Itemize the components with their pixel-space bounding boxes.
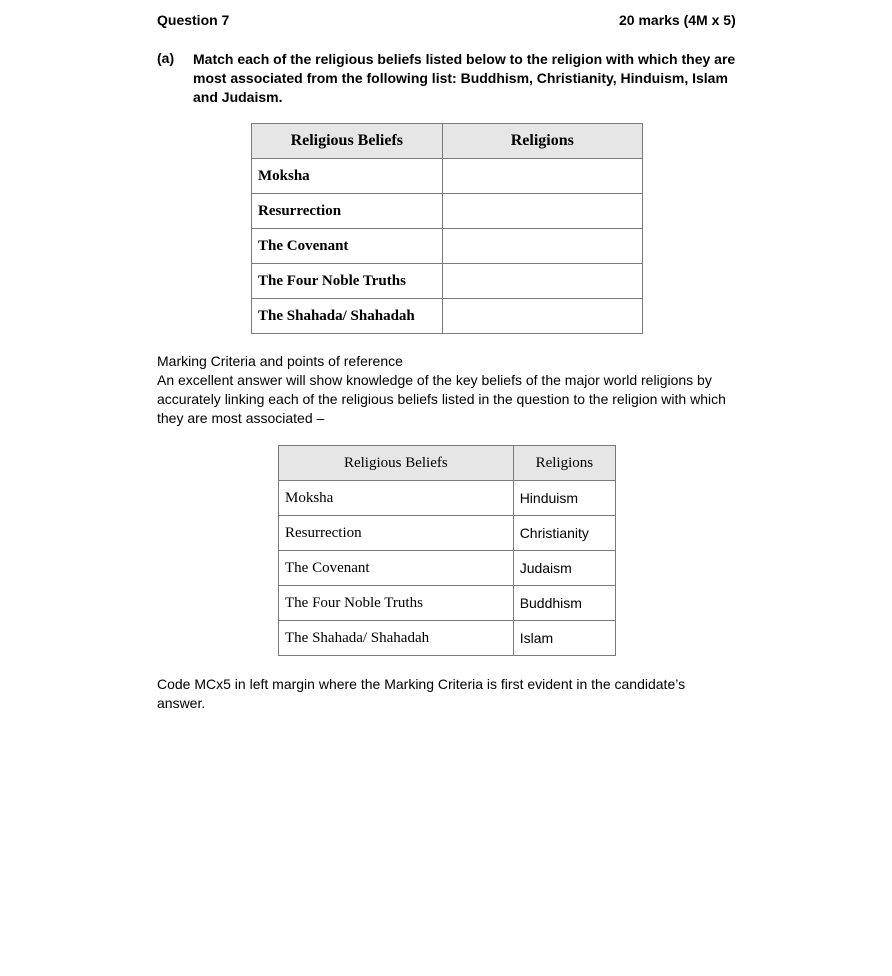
religion-answer-cell [442,264,642,299]
religion-answer-cell [442,229,642,264]
table-row [252,159,643,194]
religion-cell: Judaism [513,551,615,586]
table-row [279,586,616,621]
marking-criteria [157,352,737,428]
marking-criteria-heading: Marking Criteria and points of reference [157,353,403,369]
column-header: Religious Beliefs [279,446,514,481]
table-row [279,481,616,516]
table-row [279,551,616,586]
religion-cell: Hinduism [513,481,615,516]
religion-cell: Buddhism [513,586,615,621]
belief-cell: Resurrection [252,194,443,229]
religion-answer-cell [442,159,642,194]
answer-table [278,445,616,656]
marks-allocation: 20 marks (4M x 5) [619,12,736,28]
religion-cell: Christianity [513,516,615,551]
belief-cell: The Shahada/ Shahadah [252,299,443,334]
question-table [251,123,643,334]
table-row [252,264,643,299]
religion-answer-cell [442,299,642,334]
column-header: Religions [513,446,615,481]
belief-cell: The Four Noble Truths [279,586,514,621]
question-number: Question 7 [157,12,230,28]
religion-cell: Islam [513,621,615,656]
marking-criteria-text: An excellent answer will show knowledge of the key beliefs of the major world religions by accurately linking each of the religious beliefs listed in the question to the religion with which they are most associated – [157,372,726,426]
question-prompt: Match each of the religious beliefs listed below to the religion with which they are most associated from the following list: Buddhism, Christianity, Hinduism, Islam and Judaism. [193,51,736,105]
table-header-row [279,446,616,481]
table-row [252,229,643,264]
religion-answer-cell [442,194,642,229]
column-header: Religions [442,124,642,159]
table-row [279,621,616,656]
belief-cell: The Shahada/ Shahadah [279,621,514,656]
table-row [252,299,643,334]
table-header-row [252,124,643,159]
belief-cell: Moksha [279,481,514,516]
coding-instruction: Code MCx5 in left margin where the Marking Criteria is first evident in the candidate’s answer. [157,676,686,711]
belief-cell: The Four Noble Truths [252,264,443,299]
belief-cell: The Covenant [279,551,514,586]
belief-cell: Moksha [252,159,443,194]
belief-cell: The Covenant [252,229,443,264]
part-label: (a) [157,50,175,66]
belief-cell: Resurrection [279,516,514,551]
column-header: Religious Beliefs [252,124,443,159]
table-row [252,194,643,229]
table-row [279,516,616,551]
